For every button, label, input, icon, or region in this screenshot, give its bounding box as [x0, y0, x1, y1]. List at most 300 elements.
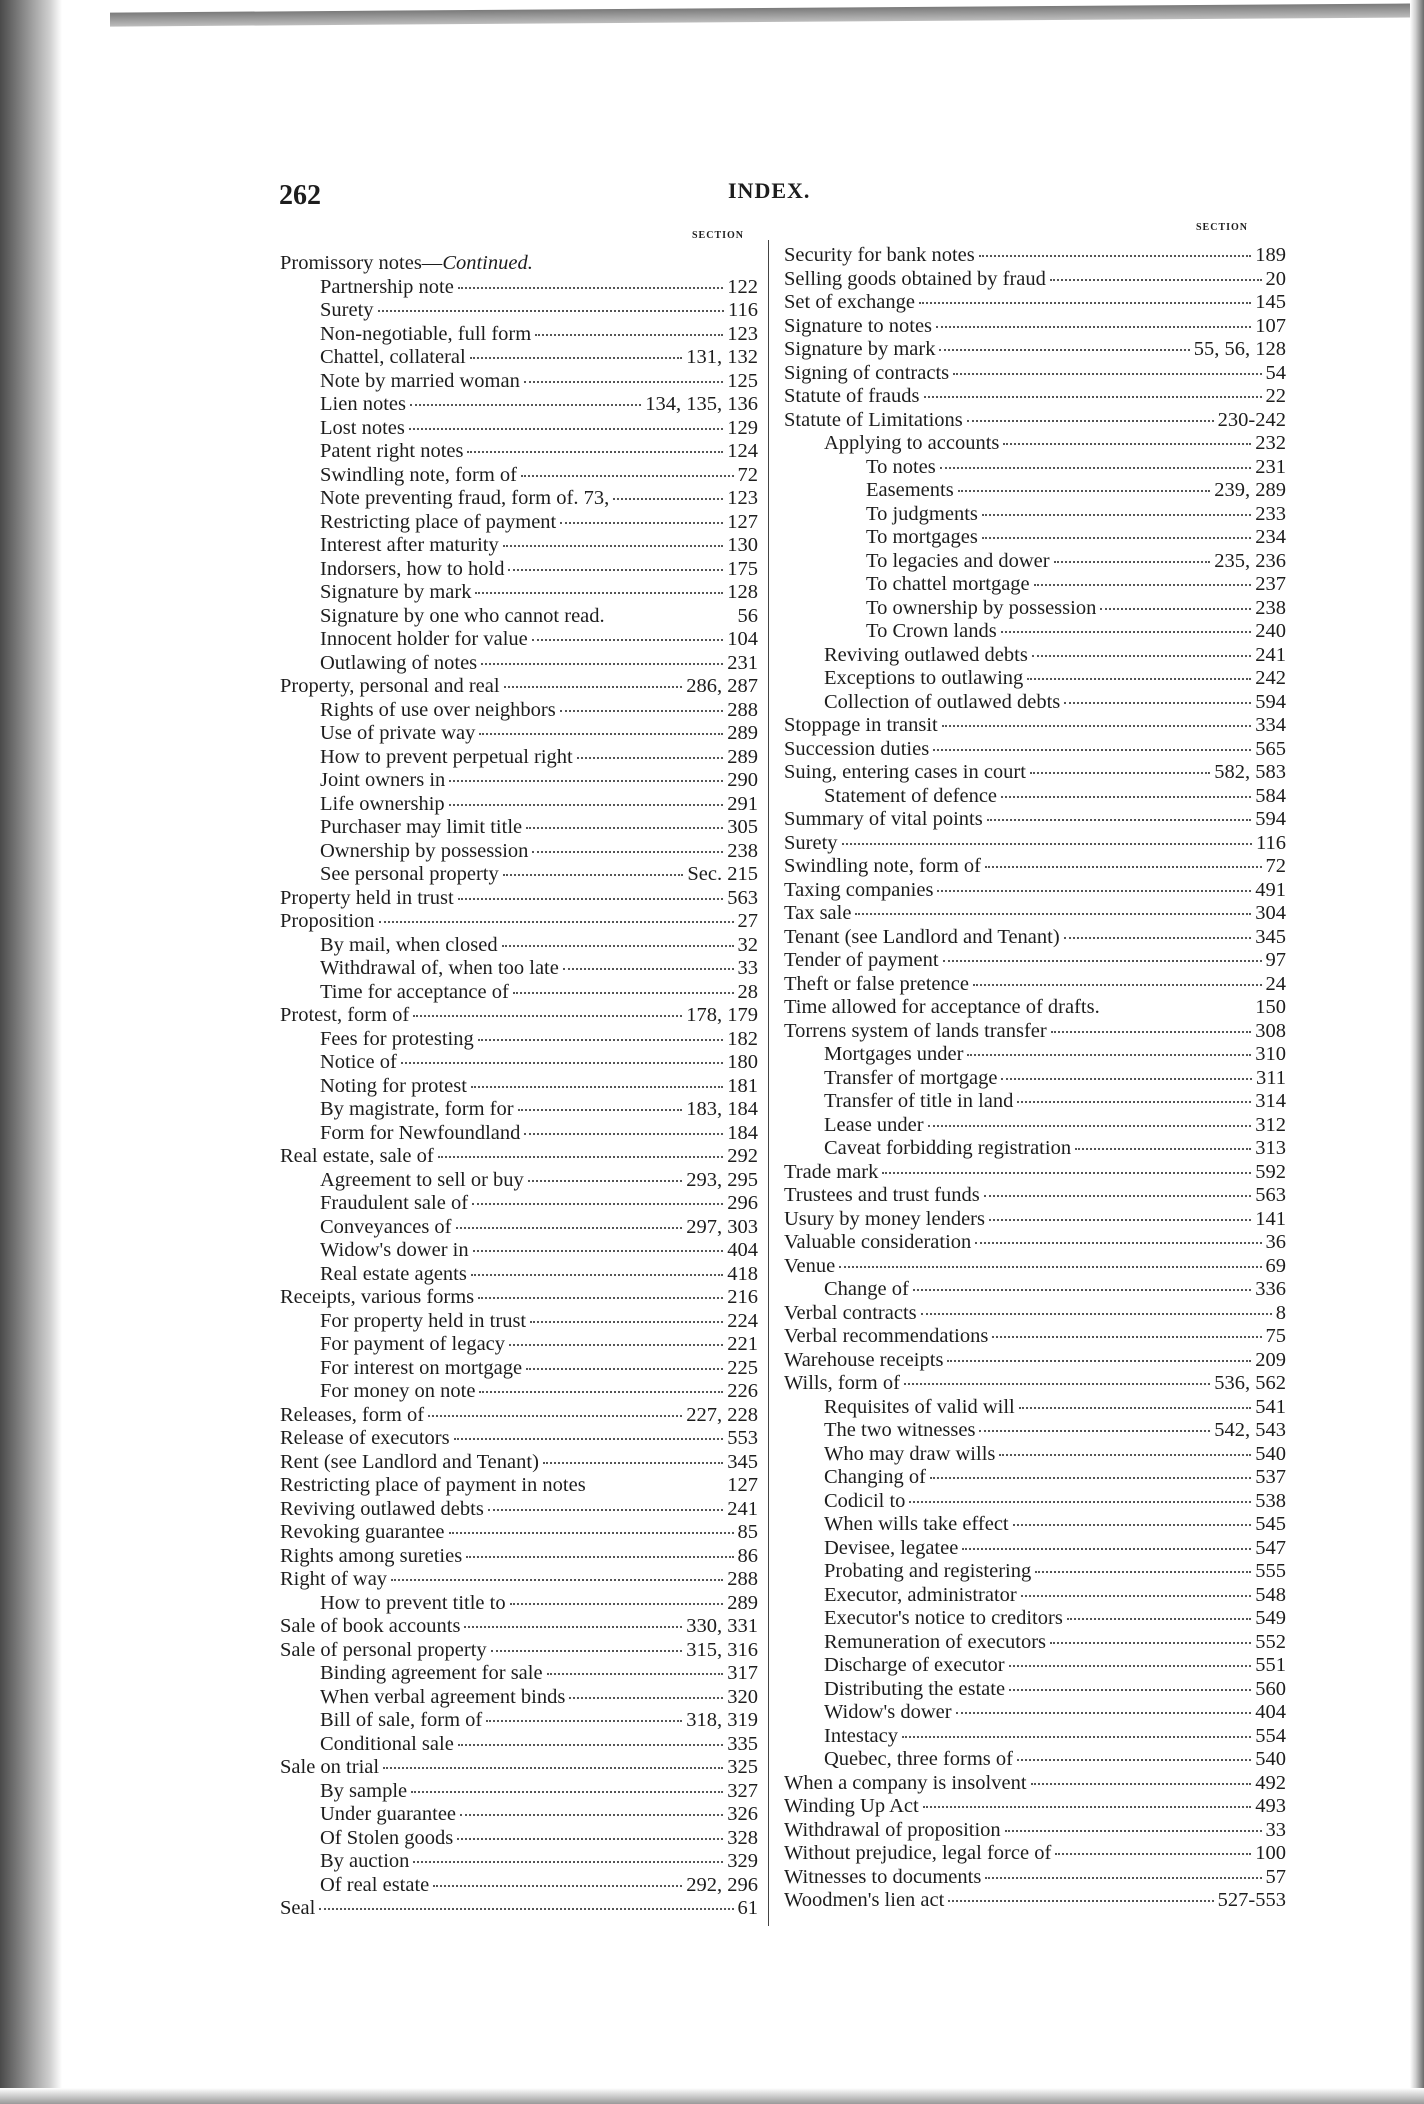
index-entry [280, 1474, 758, 1498]
index-entry [784, 1842, 1286, 1866]
index-entry [280, 1004, 758, 1028]
index-entry [280, 370, 758, 394]
index-term: Ownership by possession [320, 839, 529, 862]
section-reference: 326 [727, 1803, 758, 1825]
section-reference: 313 [1255, 1137, 1286, 1159]
index-column-left [280, 252, 758, 1921]
book-spine-shadow [0, 0, 62, 2104]
section-reference: 325 [727, 1756, 758, 1778]
index-term: Lease under [824, 1113, 924, 1136]
section-reference: 130 [727, 534, 758, 556]
index-term: Security for bank notes [784, 244, 975, 266]
index-term: When a company is insolvent [784, 1771, 1027, 1794]
index-entry [280, 910, 758, 934]
index-entry [784, 620, 1286, 644]
dot-leader [1050, 1642, 1251, 1644]
section-reference: 345 [727, 1450, 758, 1473]
dot-leader [992, 1336, 1261, 1338]
index-term: Sale on trial [280, 1756, 380, 1778]
dot-leader [936, 326, 1251, 328]
index-term: Caveat forbidding registration [824, 1137, 1072, 1159]
index-term: Easements [866, 479, 954, 501]
dot-leader [1017, 1759, 1251, 1761]
index-term: For interest on mortgage [320, 1356, 523, 1379]
section-reference: 545 [1255, 1513, 1286, 1535]
section-reference: 541 [1255, 1395, 1286, 1418]
index-entry [280, 1545, 758, 1569]
dot-leader [1054, 561, 1211, 563]
section-reference: 123 [727, 322, 758, 345]
index-entry [784, 1349, 1286, 1373]
section-reference: 594 [1255, 690, 1286, 713]
index-term: Selling goods obtained by fraud [784, 267, 1046, 290]
dot-leader [933, 749, 1251, 751]
index-entry [784, 1302, 1286, 1326]
index-entry [280, 934, 758, 958]
section-reference: 336 [1255, 1278, 1286, 1300]
index-term: To Crown lands [866, 620, 997, 642]
dot-leader [1009, 1665, 1252, 1667]
index-term: Trade mark [784, 1160, 879, 1183]
dot-leader [391, 1579, 723, 1581]
dot-leader [1055, 1853, 1251, 1855]
index-term: Protest, form of [280, 1004, 410, 1026]
dot-leader [413, 1861, 723, 1863]
index-entry [280, 393, 758, 417]
section-reference: 231 [727, 651, 758, 674]
section-reference: 183, 184 [686, 1098, 758, 1120]
section-reference: 492 [1255, 1771, 1286, 1794]
index-term: Distributing the estate [824, 1677, 1006, 1700]
dot-leader [472, 1203, 723, 1205]
index-entry [280, 1827, 758, 1851]
index-term: Torrens system of lands transfer [784, 1019, 1047, 1042]
index-term: Collection of outlawed debts [824, 690, 1061, 713]
section-reference: 145 [1255, 291, 1286, 313]
index-entry [784, 832, 1286, 856]
index-entry [784, 1819, 1286, 1843]
index-term: Binding agreement for sale [320, 1662, 543, 1684]
section-reference: 129 [727, 416, 758, 439]
section-reference: 28 [737, 980, 758, 1003]
section-reference: 554 [1255, 1724, 1286, 1747]
index-entry [784, 1325, 1286, 1349]
index-term: Under guarantee [320, 1803, 457, 1825]
index-entry [784, 1114, 1286, 1138]
dot-leader [923, 1806, 1252, 1808]
index-term: Wills, form of [784, 1372, 900, 1394]
dot-leader [521, 475, 733, 477]
index-term: Intestacy [824, 1724, 898, 1747]
index-term: Venue [784, 1254, 836, 1277]
index-term: Rights among sureties [280, 1544, 463, 1567]
page-edge-top [110, 3, 1420, 26]
index-term: Signature by mark [784, 338, 936, 360]
index-entry [784, 808, 1286, 832]
index-term: Verbal contracts [784, 1301, 917, 1324]
index-entry [280, 511, 758, 535]
section-reference: 221 [727, 1333, 758, 1355]
dot-leader [985, 866, 1261, 868]
section-reference: 224 [727, 1309, 758, 1332]
index-term: Revoking guarantee [280, 1521, 445, 1543]
section-reference: 175 [727, 557, 758, 580]
index-term: Note by married woman [320, 369, 520, 392]
dot-leader [1035, 1571, 1251, 1573]
index-term: By auction [320, 1850, 410, 1872]
dot-leader [486, 1720, 682, 1722]
index-term: Exceptions to outlawing [824, 667, 1024, 689]
section-heading-right: SECTION [1196, 222, 1249, 233]
dot-leader [383, 1767, 723, 1769]
index-term: Warehouse receipts [784, 1348, 944, 1371]
index-term: To notes [866, 455, 936, 478]
section-reference: Sec. 215 [687, 863, 758, 885]
index-entry [784, 1396, 1286, 1420]
dot-leader [528, 1180, 682, 1182]
index-term: To ownership by possession [866, 596, 1097, 619]
index-term: Restricting place of payment in notes [280, 1474, 586, 1496]
dot-leader [1013, 1524, 1252, 1526]
index-term: Tender of payment [784, 949, 939, 971]
dot-leader [1021, 1595, 1252, 1597]
index-entry [280, 746, 758, 770]
section-reference: 594 [1255, 808, 1286, 830]
dot-leader [509, 1344, 723, 1346]
index-term: Lost notes [320, 416, 405, 439]
index-entry [784, 785, 1286, 809]
dot-leader [379, 921, 734, 923]
section-reference: 553 [727, 1427, 758, 1449]
dot-leader [478, 1039, 724, 1041]
section-reference: 234 [1255, 526, 1286, 548]
dot-leader [449, 780, 723, 782]
dot-leader [1005, 1830, 1262, 1832]
index-term: Witnesses to documents [784, 1865, 982, 1888]
index-term: Changing of [824, 1466, 926, 1488]
index-term: Of real estate [320, 1873, 430, 1896]
index-entry [280, 1192, 758, 1216]
section-reference: 311 [1256, 1066, 1286, 1089]
section-reference: 184 [727, 1121, 758, 1144]
dot-leader [503, 545, 724, 547]
section-reference: 230-242 [1217, 408, 1286, 431]
dot-leader [413, 1015, 682, 1017]
index-entry [784, 1678, 1286, 1702]
index-term: Withdrawal of, when too late [320, 957, 559, 979]
section-reference: 116 [1256, 831, 1286, 854]
section-reference: 85 [737, 1521, 758, 1543]
section-reference: 22 [1265, 385, 1286, 407]
index-entry [280, 1498, 758, 1522]
index-term: Real estate, sale of [280, 1145, 434, 1167]
section-reference: 72 [737, 463, 758, 486]
index-entry [784, 1231, 1286, 1255]
dot-leader [921, 1313, 1272, 1315]
dot-leader [948, 1900, 1213, 1902]
dot-leader [491, 1650, 683, 1652]
dot-leader [982, 537, 1251, 539]
section-reference: 292, 296 [686, 1873, 758, 1896]
section-reference: 335 [727, 1732, 758, 1755]
section-reference: 72 [1265, 855, 1286, 877]
index-entry [280, 1333, 758, 1357]
section-reference: 20 [1265, 267, 1286, 290]
section-reference: 231 [1255, 455, 1286, 478]
dot-leader [958, 490, 1211, 492]
index-term: Partnership note [320, 275, 454, 298]
section-reference: 292 [727, 1145, 758, 1167]
index-entry [784, 385, 1286, 409]
index-term: Surety [320, 299, 374, 321]
dot-leader [478, 1297, 723, 1299]
index-term: Rent (see Landlord and Tenant) [280, 1450, 539, 1473]
section-heading-left: SECTION [692, 230, 745, 241]
section-reference: 32 [737, 933, 758, 956]
index-column-right [784, 244, 1286, 1913]
index-entry [280, 1098, 758, 1122]
index-term: Fraudulent sale of [320, 1192, 469, 1214]
index-entry [280, 1568, 758, 1592]
section-reference: 540 [1255, 1748, 1286, 1770]
dot-leader [508, 569, 723, 571]
section-reference: 209 [1255, 1348, 1286, 1371]
dot-leader [524, 1133, 723, 1135]
index-entry [784, 949, 1286, 973]
index-term: To chattel mortgage [866, 573, 1030, 595]
index-term: Codicil to [824, 1489, 906, 1512]
index-term: To mortgages [866, 526, 978, 548]
index-entry [280, 957, 758, 981]
section-reference: 238 [727, 839, 758, 862]
section-reference: 540 [1255, 1442, 1286, 1465]
dot-leader [855, 913, 1251, 915]
index-entry [280, 1380, 758, 1404]
index-entry [280, 464, 758, 488]
dot-leader [1009, 1689, 1251, 1691]
dot-leader [1051, 1031, 1252, 1033]
index-term: Rights of use over neighbors [320, 698, 556, 721]
section-reference: 317 [727, 1662, 758, 1684]
section-reference: 538 [1255, 1489, 1286, 1512]
section-reference: 235, 236 [1214, 549, 1286, 572]
section-reference: 61 [737, 1897, 758, 1919]
index-term: Right of way [280, 1568, 388, 1590]
section-reference: 536, 562 [1214, 1372, 1286, 1394]
index-entry [784, 1701, 1286, 1725]
index-entry [280, 487, 758, 511]
dot-leader [1001, 796, 1251, 798]
index-entry [784, 667, 1286, 691]
dot-leader [1003, 443, 1251, 445]
index-entry [280, 276, 758, 300]
index-term: Woodmen's lien act [784, 1889, 945, 1911]
index-term: Statement of defence [824, 784, 998, 807]
section-reference: 404 [727, 1239, 758, 1261]
section-reference: 104 [727, 628, 758, 650]
index-entry [280, 1286, 758, 1310]
section-reference: 216 [727, 1286, 758, 1308]
index-entry [784, 1725, 1286, 1749]
index-entry [280, 1592, 758, 1616]
index-term: Set of exchange [784, 291, 915, 313]
dot-leader [547, 1673, 724, 1675]
index-entry [784, 714, 1286, 738]
index-term: Probating and registering [824, 1560, 1032, 1582]
section-reference: 304 [1255, 902, 1286, 924]
dot-leader [456, 1227, 683, 1229]
index-term: Swindling note, form of [784, 855, 982, 877]
dot-leader [1019, 1407, 1252, 1409]
index-entry [784, 456, 1286, 480]
index-entry [784, 1560, 1286, 1584]
index-entry [280, 1850, 758, 1874]
index-entry [784, 973, 1286, 997]
section-reference: 320 [727, 1685, 758, 1708]
index-term: How to prevent perpetual right [320, 745, 573, 768]
index-entry [784, 1466, 1286, 1490]
section-reference: 547 [1255, 1536, 1286, 1559]
index-term: Quebec, three forms of [824, 1748, 1013, 1770]
index-term: Joint owners in [320, 769, 446, 791]
dot-leader [956, 1712, 1252, 1714]
section-reference: 563 [727, 886, 758, 909]
index-entry [280, 1709, 758, 1733]
dot-leader [458, 1744, 723, 1746]
index-term: Executor, administrator [824, 1583, 1017, 1606]
section-reference: 75 [1265, 1325, 1286, 1347]
index-entry [280, 440, 758, 464]
index-term: Promissory notes—Continued. [280, 252, 533, 274]
index-entry [784, 362, 1286, 386]
index-entry [784, 1584, 1286, 1608]
dot-leader [479, 1391, 723, 1393]
index-entry [280, 1427, 758, 1451]
dot-leader [842, 843, 1252, 845]
dot-leader [939, 349, 1189, 351]
dot-leader [904, 1383, 1210, 1385]
index-term: By sample [320, 1779, 408, 1802]
dot-leader [928, 1125, 1252, 1127]
section-reference: 226 [727, 1380, 758, 1402]
section-reference: 327 [727, 1779, 758, 1802]
dot-leader [940, 467, 1252, 469]
dot-leader [975, 1242, 1261, 1244]
dot-leader [563, 968, 734, 970]
section-reference: 233 [1255, 502, 1286, 525]
dot-leader [953, 373, 1261, 375]
dot-leader [943, 960, 1262, 962]
index-term: Statute of Limitations [784, 408, 963, 431]
index-entry [280, 581, 758, 605]
index-term: Verbal recommendations [784, 1325, 989, 1347]
page-title: INDEX. [728, 178, 811, 203]
index-entry [784, 338, 1286, 362]
index-entry [280, 1803, 758, 1827]
section-reference: 345 [1255, 925, 1286, 948]
section-reference: 334 [1255, 714, 1286, 736]
index-term: Executor's notice to creditors [824, 1607, 1063, 1629]
dot-leader [479, 733, 723, 735]
section-reference: 27 [737, 910, 758, 932]
index-entry [280, 1897, 758, 1921]
index-entry [280, 769, 758, 793]
index-entry [280, 1615, 758, 1639]
section-reference: 36 [1265, 1231, 1286, 1253]
dot-leader [543, 1462, 723, 1464]
dot-leader [458, 898, 724, 900]
index-entry [280, 252, 758, 276]
index-term: Property, personal and real [280, 675, 500, 697]
dot-leader [454, 1438, 724, 1440]
section-reference: 124 [727, 440, 758, 462]
index-entry [784, 902, 1286, 926]
index-entry [280, 1756, 758, 1780]
index-term: Sale of book accounts [280, 1615, 461, 1637]
index-term: Swindling note, form of [320, 463, 518, 486]
index-term: Purchaser may limit title [320, 816, 523, 838]
section-reference: 240 [1255, 620, 1286, 642]
dot-leader [560, 710, 724, 712]
index-term: Of Stolen goods [320, 1826, 454, 1849]
index-entry [280, 1733, 758, 1757]
section-reference: 289 [727, 1591, 758, 1614]
index-term: Who may draw wills [824, 1442, 996, 1465]
index-entry [784, 1748, 1286, 1772]
index-entry [784, 1020, 1286, 1044]
index-term: How to prevent title to [320, 1591, 506, 1614]
dot-leader [532, 639, 723, 641]
dot-leader [428, 1415, 682, 1417]
index-entry [784, 432, 1286, 456]
index-entry [784, 315, 1286, 339]
index-entry [280, 1169, 758, 1193]
section-reference: 232 [1255, 432, 1286, 454]
index-entry [280, 840, 758, 864]
dot-leader [1001, 1078, 1252, 1080]
index-term: Summary of vital points [784, 808, 983, 830]
section-reference: 404 [1255, 1701, 1286, 1723]
index-entry [280, 652, 758, 676]
index-entry [784, 879, 1286, 903]
index-term: To judgments [866, 502, 978, 525]
section-reference: 33 [1265, 1818, 1286, 1841]
index-entry [784, 597, 1286, 621]
index-entry [784, 1490, 1286, 1514]
section-reference: 97 [1265, 949, 1286, 971]
index-term: Notice of [320, 1051, 397, 1073]
dot-leader [569, 1697, 723, 1699]
index-term: The two witnesses [824, 1419, 976, 1441]
dot-leader [409, 428, 723, 430]
section-reference: 296 [727, 1192, 758, 1214]
index-entry [280, 887, 758, 911]
dot-leader [319, 1908, 733, 1910]
section-reference: 565 [1255, 737, 1286, 760]
section-reference: 24 [1265, 972, 1286, 995]
index-entry [280, 1216, 758, 1240]
index-entry [280, 628, 758, 652]
index-entry [784, 526, 1286, 550]
section-reference: 69 [1265, 1254, 1286, 1277]
dot-leader [524, 381, 723, 383]
index-term: When wills take effect [824, 1513, 1009, 1535]
dot-leader [577, 757, 723, 759]
dot-leader [882, 1172, 1251, 1174]
index-entry [784, 244, 1286, 268]
section-reference: 318, 319 [686, 1709, 758, 1731]
index-entry [280, 699, 758, 723]
